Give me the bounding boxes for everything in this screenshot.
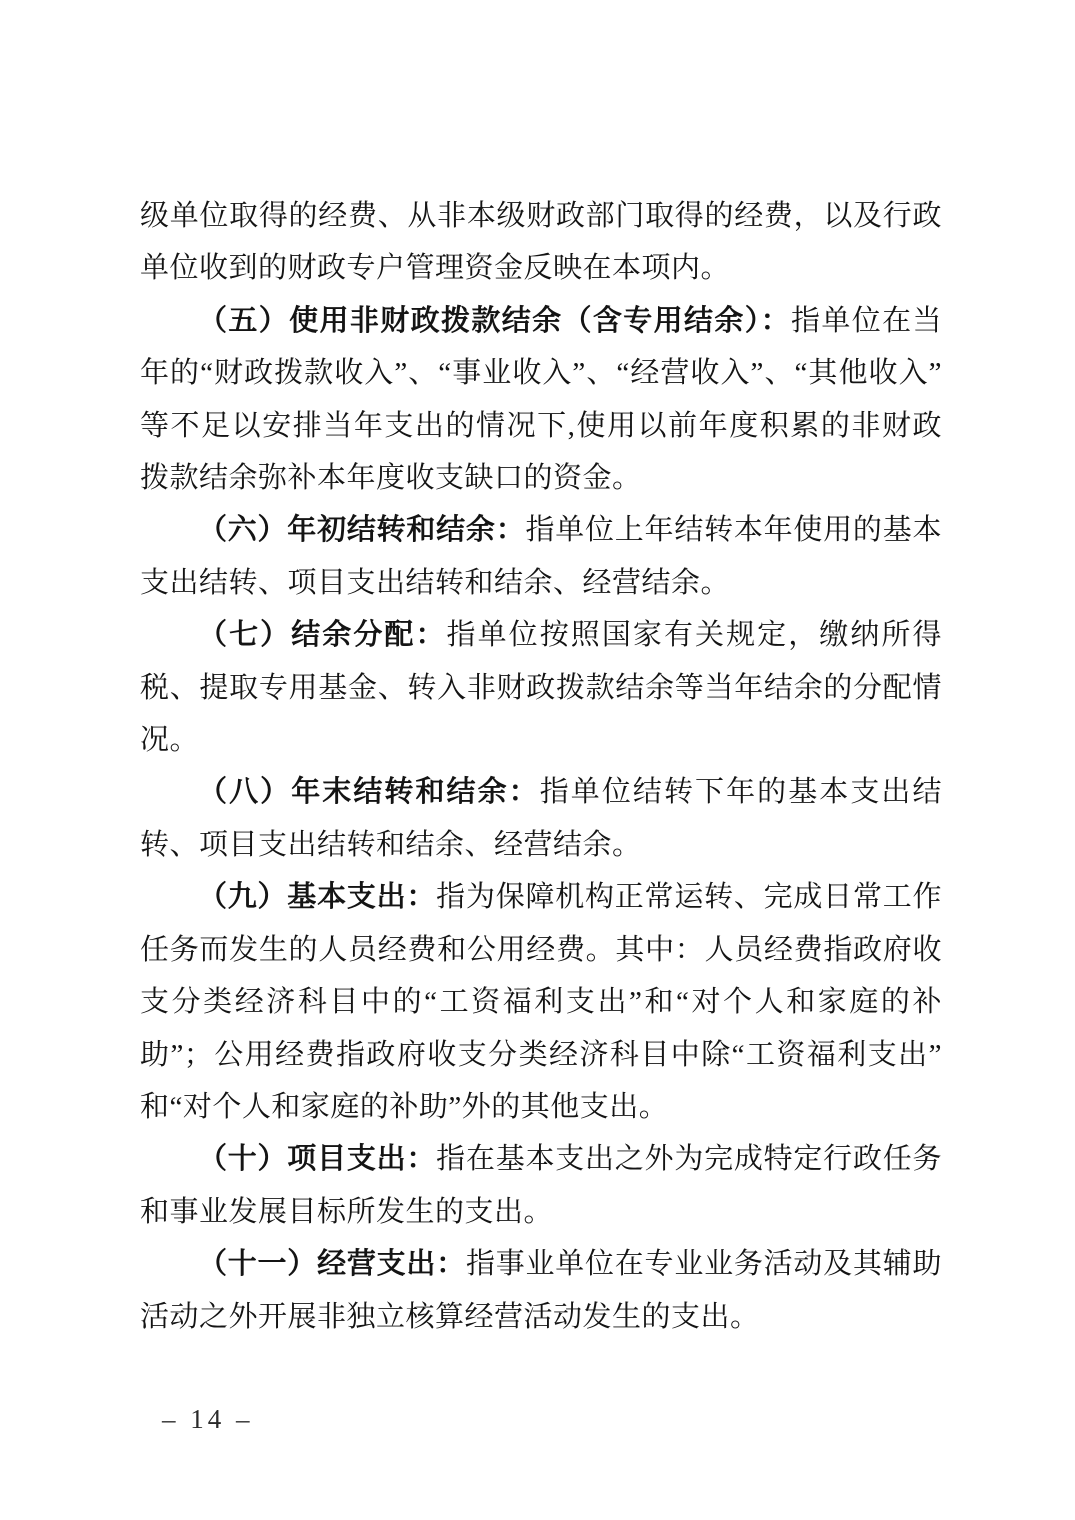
paragraph-lead: （七）结余分配： <box>198 619 447 652</box>
paragraph <box>140 295 942 505</box>
paragraph <box>140 609 942 766</box>
paragraph-lead: （九）基本支出： <box>198 881 437 914</box>
paragraph <box>140 504 942 609</box>
paragraph-text: 级单位取得的经费、从非本级财政部门取得的经费，以及行政单位收到的财政专户管理资金反映在本项内。 <box>140 200 942 285</box>
paragraph-text: 指单位上年结转本年使用的基本支出结转、项目支出结转和结余、经营结余。 <box>140 514 942 599</box>
paragraph <box>140 871 942 1133</box>
paragraph-lead: （十）项目支出： <box>198 1143 437 1176</box>
paragraph <box>140 1238 942 1343</box>
paragraph-text: 指事业单位在专业业务活动及其辅助活动之外开展非独立核算经营活动发生的支出。 <box>140 1248 942 1333</box>
paragraph-text: 指单位在当年的“财政拨款收入”、“事业收入”、“经营收入”、“其他收入”等不足以安排当年支出的情况下,使用以前年度积累的非财政拨款结余弥补本年度收支缺口的资金。 <box>140 304 942 495</box>
page-number: – 14 – <box>162 1404 254 1434</box>
paragraph <box>140 1133 942 1238</box>
paragraph-lead: （五）使用非财政拨款结余（含专用结余）： <box>198 304 791 337</box>
paragraph-text: 指单位结转下年的基本支出结转、项目支出结转和结余、经营结余。 <box>140 776 942 861</box>
paragraph <box>140 190 942 295</box>
paragraph-lead: （十一）经营支出： <box>198 1248 466 1281</box>
paragraph-text: 指在基本支出之外为完成特定行政任务和事业发展目标所发生的支出。 <box>140 1143 942 1228</box>
paragraph-lead: （八）年末结转和结余： <box>198 776 540 809</box>
paragraph-text: 指为保障机构正常运转、完成日常工作任务而发生的人员经费和公用经费。其中：人员经费指政府收支分类经济科目中的“工资福利支出”和“对个人和家庭的补助”；公用经费指政府收支分类经济科目中除“工资福利支出”和“对个人和家庭的补助”外的其他支出。 <box>140 881 942 1123</box>
paragraph-lead: （六）年初结转和结余： <box>198 514 526 547</box>
document-body <box>140 190 942 1343</box>
paragraph <box>140 766 942 871</box>
paragraph-text: 指单位按照国家有关规定，缴纳所得税、提取专用基金、转入非财政拨款结余等当年结余的分配情况。 <box>140 619 942 757</box>
